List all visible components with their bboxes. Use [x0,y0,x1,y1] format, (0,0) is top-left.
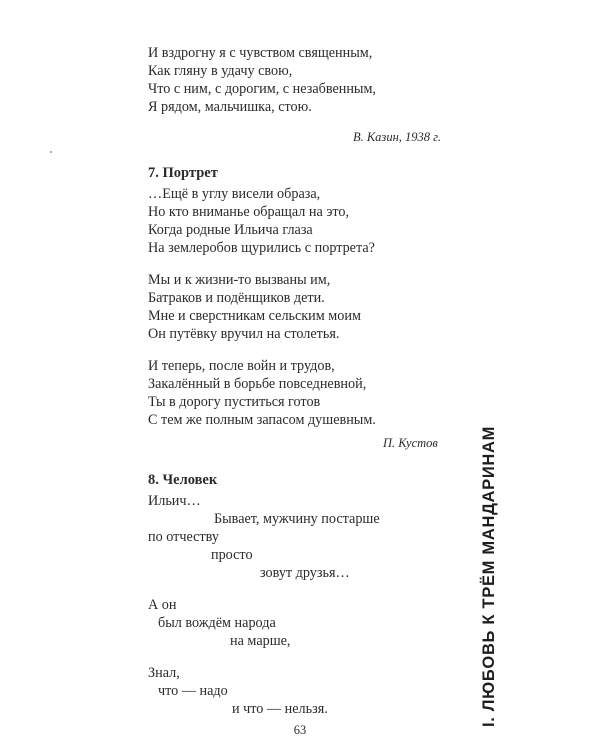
verse-line: Ты в дорогу пуститься готов [148,394,321,410]
verse-line: На землеробов щурились с портрета? [148,240,375,256]
verse-line: Он путёвку вручил на столетья. [148,326,340,342]
verse-line: просто [211,547,253,563]
verse-line: на марше, [230,633,291,649]
author-kustov: П. Кустов [383,436,438,450]
verse-line: …Ещё в углу висели образа, [148,186,321,202]
verse-line: Бывает, мужчину постарше [214,511,380,527]
verse-line: Мы и к жизни-то вызваны им, [148,272,331,288]
verse-line: Я рядом, мальчишка, стою. [148,99,312,115]
verse-line: Что с ним, с дорогим, с незабвенным, [148,81,376,97]
verse-line: Знал, [148,665,180,681]
verse-line: был вождём народа [158,615,276,631]
verse-line: С тем же полным запасом душевным. [148,412,376,428]
verse-line: Когда родные Ильича глаза [148,222,313,238]
verse-line: И теперь, после войн и трудов, [148,358,335,374]
verse-line: Закалённый в борьбе повседневной, [148,376,367,392]
margin-dot [50,151,52,153]
author-kazin: В. Казин, 1938 г. [353,130,441,144]
verse-line: И вздрогну я с чувством священным, [148,45,373,61]
verse-line: Но кто вниманье обращал на это, [148,204,350,220]
poem7-title: 7. Портрет [148,165,218,181]
verse-line: А он [148,597,177,613]
verse-line: по отчеству [148,529,219,545]
poem8-title: 8. Человек [148,472,218,488]
verse-line: что — надо [158,683,228,699]
verse-line: Ильич… [148,493,201,509]
verse-line: Батраков и подёнщиков дети. [148,290,325,306]
verse-line: Как гляну в удачу свою, [148,63,293,79]
verse-line: Мне и сверстникам сельским моим [148,308,361,324]
verse-line: и что — нельзя. [232,701,328,717]
verse-line: зовут друзья… [260,565,350,581]
page-number: 63 [293,723,307,737]
section-side-title: I. ЛЮБОВЬ К ТРЁМ МАНДАРИНАМ [480,425,498,727]
